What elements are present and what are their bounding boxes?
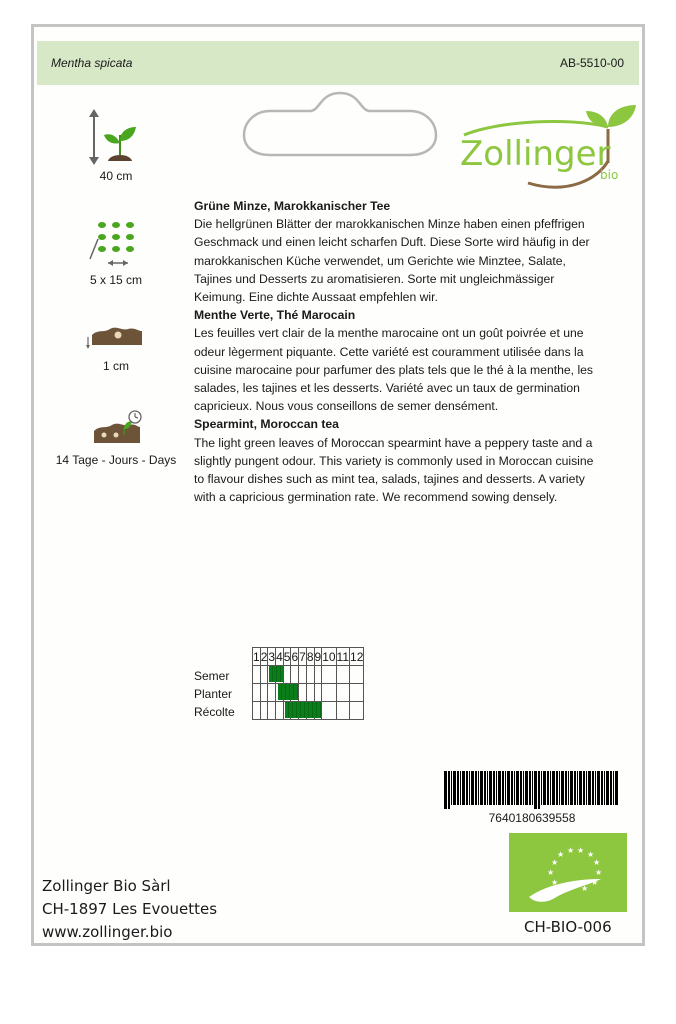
- calendar-label-semer: Semer: [194, 669, 230, 683]
- brand-name: Zollinger: [460, 134, 611, 174]
- svg-text:★: ★: [557, 850, 565, 859]
- calendar-bar-planter: [278, 684, 298, 700]
- svg-text:★: ★: [547, 868, 555, 877]
- company-info: [42, 875, 217, 944]
- svg-text:★: ★: [581, 884, 589, 893]
- month-cell: 3: [268, 649, 276, 664]
- eu-leaf-icon: [509, 833, 627, 912]
- svg-text:★: ★: [551, 878, 559, 887]
- barcode-number: 7640180639558: [488, 811, 576, 825]
- svg-text:★: ★: [587, 850, 595, 859]
- plant-spacing-icon: [86, 219, 146, 269]
- description-text-fr: Les feuilles vert clair de la menthe marocaine ont un goût poivrée et une odeur lègerment piquante. Cette variété est couramment utilisée dans la cuisine marocaine pour parfumer des plats tels que le thé à la menthe, les salades, les tajines et les desserts. Variété avec un taux de germination capricieux. Nous vous conseillons de semer densément.: [194, 326, 594, 414]
- month-cell: 8: [306, 649, 314, 664]
- ean-barcode: [442, 771, 622, 809]
- svg-text:★: ★: [591, 878, 599, 887]
- calendar-row: [253, 684, 364, 702]
- company-name: Zollinger Bio Sàrl: [42, 877, 171, 895]
- calendar-row-labels: [194, 667, 235, 721]
- height-info: [46, 109, 186, 183]
- month-cell: 5: [283, 649, 291, 664]
- description-title-en: Spearmint, Moroccan tea: [194, 417, 339, 432]
- svg-text:★: ★: [551, 858, 559, 867]
- month-cell: 12: [350, 649, 364, 664]
- brand-sub: bio: [600, 168, 619, 182]
- month-cell: 9: [314, 649, 322, 664]
- calendar-bar-semer: [269, 666, 284, 682]
- variety-description: [194, 197, 594, 506]
- company-address: CH-1897 Les Evouettes: [42, 900, 218, 918]
- company-website[interactable]: www.zollinger.bio: [42, 923, 173, 941]
- spacing-label: 5 x 15 cm: [89, 273, 143, 287]
- germination-label: 14 Tage - Jours - Days: [55, 453, 177, 467]
- description-title-fr: Menthe Verte, Thé Marocain: [194, 308, 356, 323]
- calendar-bar-recolte: [285, 702, 321, 718]
- month-cell: 11: [336, 649, 350, 664]
- article-code: AB-5510-00: [559, 56, 624, 70]
- zollinger-logo: [458, 99, 638, 199]
- eu-organic-logo: [509, 833, 627, 912]
- germination-info: [46, 409, 186, 467]
- calendar-label-recolte: Récolte: [194, 705, 235, 719]
- height-label: 40 cm: [99, 169, 133, 183]
- hanger-hole-outline: [240, 91, 440, 161]
- spacing-info: [46, 219, 186, 287]
- latin-name: Mentha spicata: [51, 56, 133, 70]
- plant-height-icon: [86, 109, 146, 165]
- month-cell: 4: [276, 649, 283, 664]
- svg-text:★: ★: [595, 868, 603, 877]
- header-bar: [37, 41, 639, 85]
- svg-text:★: ★: [577, 846, 585, 855]
- bio-certification-code: CH-BIO-006: [524, 918, 612, 936]
- month-cell: 6: [291, 649, 299, 664]
- description-text-en: The light green leaves of Moroccan spearmint have a peppery taste and a slightly pungent odour. This variety is commonly used in Moroccan cuisine to flavour dishes such as mint tea, salads, tajines and desserts. A variety with a capricious germination rate. We recommend sowing densely.: [194, 435, 594, 505]
- depth-label: 1 cm: [102, 359, 129, 373]
- svg-text:★: ★: [567, 846, 575, 855]
- calendar-month-row: [253, 648, 364, 666]
- month-cell: 10: [322, 649, 336, 664]
- month-cell: 2: [260, 649, 268, 664]
- calendar-label-planter: Planter: [194, 687, 233, 701]
- description-text-de: Die hellgrünen Blätter der marokkanischen Minze haben einen pfeffrigen Geschmack und einen leicht scharfen Duft. Diese Sorte wird häufig in der marokkanischen Küche verwendet, um Gerichte wie Minztee, Salate, Tajines und Desserts zu aromatisieren. Sorte mit ungleichmässiger Keimung. Eine dichte Aussaat empfehlen wir.: [194, 217, 590, 305]
- svg-text:★: ★: [593, 858, 601, 867]
- sowing-depth-icon: [86, 321, 146, 355]
- month-cell: 1: [253, 649, 260, 664]
- month-cell: 7: [299, 649, 306, 664]
- depth-info: [46, 321, 186, 373]
- germination-time-icon: [86, 409, 146, 449]
- packet-frame: [31, 24, 645, 946]
- description-title-de: Grüne Minze, Marokkanischer Tee: [194, 199, 391, 213]
